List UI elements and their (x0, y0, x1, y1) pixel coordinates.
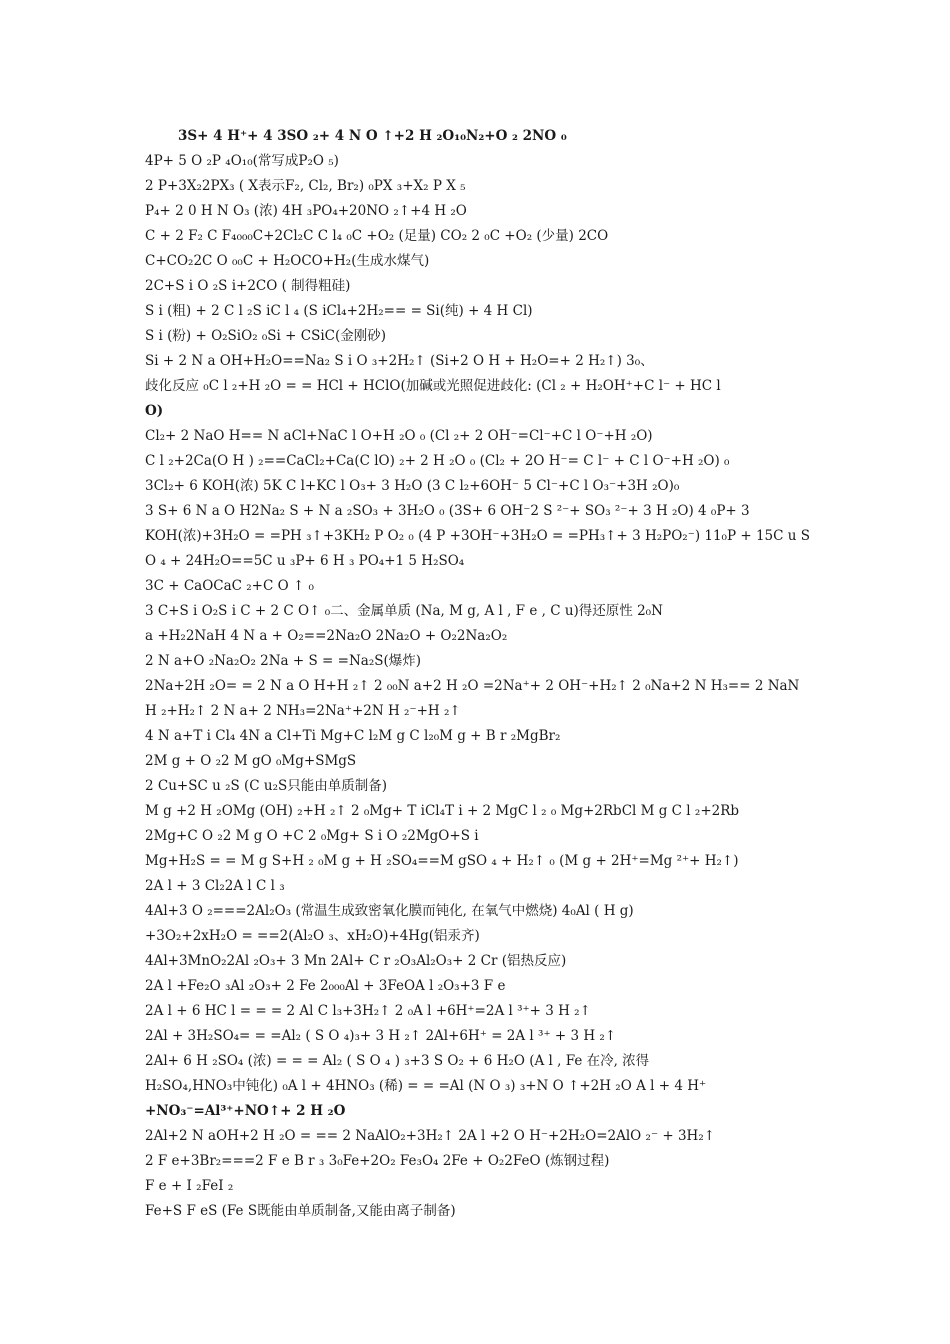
text-line: +NO₃⁻=Al³⁺+NO↑+ 2 H ₂O (145, 1103, 346, 1119)
text-line: 2A l +Fe₂O ₃Al ₂O₃+ 2 Fe 2₀₀₀Al + 3FeOA l ₂O₃+3 F e (145, 978, 506, 994)
text-line: 2A l + 6 HC l = = = 2 Al C l₃+3H₂↑ 2 ₀A l +6H⁺=2A l ³⁺+ 3 H ₂↑ (145, 1003, 591, 1019)
text-line: 2A l + 3 Cl₂2A l C l ₃ (145, 878, 285, 894)
text-line: 4Al+3MnO₂2Al ₂O₃+ 3 Mn 2Al+ C r ₂O₃Al₂O₃+ 2 Cr (铝热反应) (145, 953, 567, 969)
text-line: 3C + CaOCaC ₂+C O ↑ ₀ (145, 578, 314, 594)
text-line: Cl₂+ 2 NaO H== N aCl+NaC l O+H ₂O ₀ (Cl ₂+ 2 OH⁻=Cl⁻+C l O⁻+H ₂O) (145, 428, 653, 444)
text-line: 3 S+ 6 N a O H2Na₂ S + N a ₂SO₃ + 3H₂O ₀ (3S+ 6 OH⁻2 S ²⁻+ SO₃ ²⁻+ 3 H ₂O) 4 ₀P+ 3 (145, 503, 750, 519)
text-line: 2Al+2 N aOH+2 H ₂O = == 2 NaAlO₂+3H₂↑ 2A l +2 O H⁻+2H₂O=2AlO ₂⁻ + 3H₂↑ (145, 1128, 716, 1144)
text-line: 2 Cu+SC u ₂S (C u₂S只能由单质制备) (145, 778, 388, 794)
text-line: 2 F e+3Br₂===2 F e B r ₃ 3₀Fe+2O₂ Fe₃O₄ 2Fe + O₂2FeO (炼钢过程) (145, 1153, 610, 1169)
text-line: 2Al+ 6 H ₂SO₄ (浓) = = = Al₂ ( S O ₄ ) ₃+3 S O₂ + 6 H₂O (A l , Fe 在冷, 浓得 (145, 1053, 650, 1069)
text-line: 3 C+S i O₂S i C + 2 C O↑ ₀二、金属单质 (Na, M g, A l , F e , C u)得还原性 2₀N (145, 603, 663, 619)
text-line: H₂SO₄,HNO₃中钝化) ₀A l + 4HNO₃ (稀) = = =Al (N O ₃) ₃+N O ↑+2H ₂O A l + 4 H⁺ (145, 1078, 707, 1094)
text-line: 2Mg+C O ₂2 M g O +C 2 ₀Mg+ S i O ₂2MgO+S i (145, 828, 479, 844)
text-line: M g +2 H ₂OMg (OH) ₂+H ₂↑ 2 ₀Mg+ T iCl₄T i + 2 MgC l ₂ ₀ Mg+2RbCl M g C l ₂+2Rb (145, 803, 740, 819)
text-line: 3Cl₂+ 6 KOH(浓) 5K C l+KC l O₃+ 3 H₂O (3 C l₂+6OH⁻ 5 Cl⁻+C l O₃⁻+3H ₂O)₀ (145, 478, 680, 494)
text-line: Mg+H₂S = = M g S+H ₂ ₀M g + H ₂SO₄==M gSO ₄ + H₂↑ ₀ (M g + 2H⁺=Mg ²⁺+ H₂↑) (145, 853, 739, 869)
text-line: 3S+ 4 H⁺+ 4 3SO ₂+ 4 N O ↑+2 H ₂O₁₀N₂+O ₂ 2NO ₀ (178, 128, 567, 144)
text-line: Si + 2 N a OH+H₂O==Na₂ S i O ₃+2H₂↑ (Si+2 O H + H₂O=+ 2 H₂↑) 3₀、 (145, 353, 654, 369)
text-line: 2M g + O ₂2 M gO ₀Mg+SMgS (145, 753, 357, 769)
text-line: 2Na+2H ₂O= = 2 N a O H+H ₂↑ 2 ₀₀N a+2 H ₂O =2Na⁺+ 2 OH⁻+H₂↑ 2 ₀Na+2 N H₃== 2 NaN (145, 678, 800, 694)
text-line: Fe+S F eS (Fe S既能由单质制备,又能由离子制备) (145, 1203, 456, 1219)
text-line: C l ₂+2Ca(O H ) ₂==CaCl₂+Ca(C lO) ₂+ 2 H ₂O ₀ (Cl₂ + 2O H⁻= C l⁻ + C l O⁻+H ₂O) ₀ (145, 453, 730, 469)
text-line: O) (145, 403, 164, 419)
text-line: H ₂+H₂↑ 2 N a+ 2 NH₃=2Na⁺+2N H ₂⁻+H ₂↑ (145, 703, 461, 719)
text-line: 2 N a+O ₂Na₂O₂ 2Na + S = =Na₂S(爆炸) (145, 653, 422, 669)
text-line: F e + I ₂FeI ₂ (145, 1178, 234, 1194)
text-line: O ₄ + 24H₂O==5C u ₃P+ 6 H ₃ PO₄+1 5 H₂SO₄ (145, 553, 465, 569)
text-line: P₄+ 2 0 H N O₃ (浓) 4H ₃PO₄+20NO ₂↑+4 H ₂O (145, 203, 467, 219)
text-line: 2C+S i O ₂S i+2CO ( 制得粗硅) (145, 278, 351, 294)
text-line: +3O₂+2xH₂O = ==2(Al₂O ₃、xH₂O)+4Hg(铝汞齐) (145, 928, 480, 944)
text-line: 2 P+3X₂2PX₃ ( X表示F₂, Cl₂, Br₂) ₀PX ₃+X₂ P X ₅ (145, 178, 466, 194)
text-line: S i (粉) + O₂SiO₂ ₀Si + CSiC(金刚砂) (145, 328, 387, 344)
text-line: 4 N a+T i Cl₄ 4N a Cl+Ti Mg+C l₂M g C l₂₀M g + B r ₂MgBr₂ (145, 728, 561, 744)
text-line: 4P+ 5 O ₂P ₄O₁₀(常写成P₂O ₅) (145, 153, 339, 169)
text-line: KOH(浓)+3H₂O = =PH ₃↑+3KH₂ P O₂ ₀ (4 P +3OH⁻+3H₂O = =PH₃↑+ 3 H₂PO₂⁻) 11₀P + 15C u S (145, 528, 810, 544)
text-line: a +H₂2NaH 4 N a + O₂==2Na₂O 2Na₂O + O₂2Na₂O₂ (145, 628, 508, 644)
text-line: C + 2 F₂ C F₄₀₀₀C+2Cl₂C C l₄ ₀C +O₂ (足量) CO₂ 2 ₀C +O₂ (少量) 2CO (145, 228, 609, 244)
text-line: 歧化反应 ₀C l ₂+H ₂O = = HCl + HClO(加碱或光照促进歧化: (Cl ₂ + H₂OH⁺+C l⁻ + HC l (145, 378, 721, 394)
text-line: S i (粗) + 2 C l ₂S iC l ₄ (S iCl₄+2H₂== = Si(纯) + 4 H Cl) (145, 303, 533, 319)
text-line: 4Al+3 O ₂===2Al₂O₃ (常温生成致密氧化膜而钝化, 在氧气中燃烧) 4₀Al ( H g) (145, 903, 634, 919)
text-line: 2Al + 3H₂SO₄= = =Al₂ ( S O ₄)₃+ 3 H ₂↑ 2Al+6H⁺ = 2A l ³⁺ + 3 H ₂↑ (145, 1028, 617, 1044)
text-line: C+CO₂2C O ₀₀C + H₂OCO+H₂(生成水煤气) (145, 253, 430, 269)
